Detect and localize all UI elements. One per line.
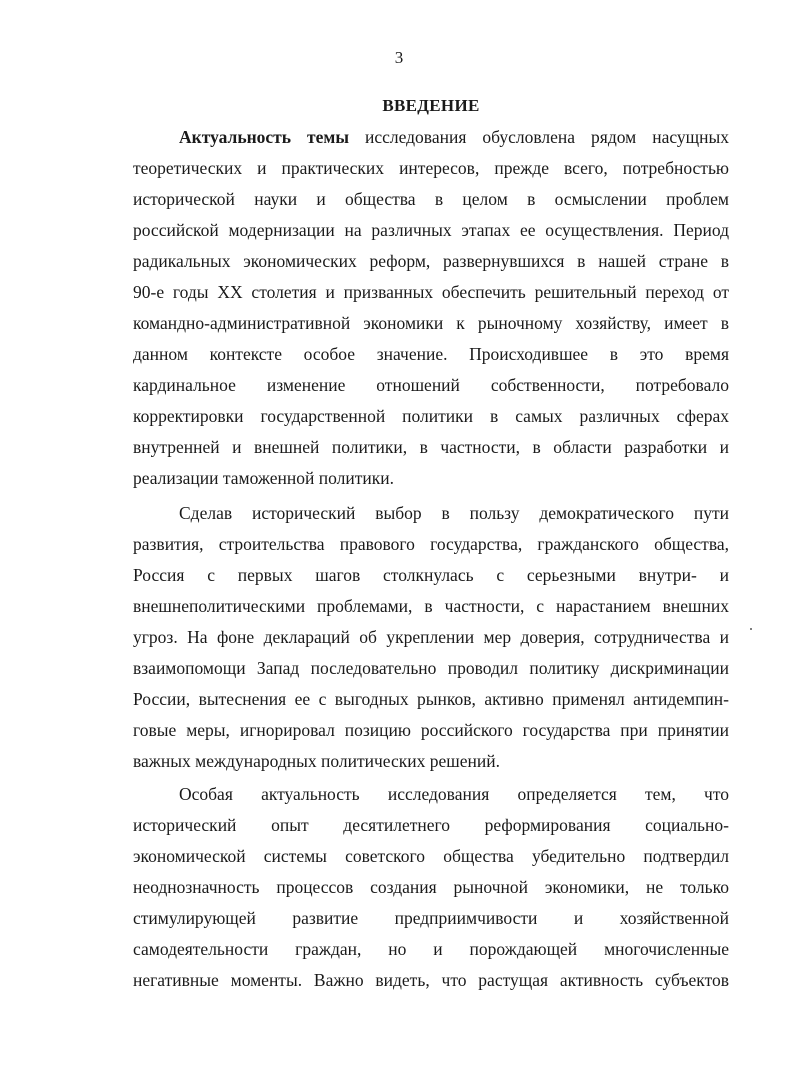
paragraph-special-relevance <box>133 779 729 996</box>
paragraph-line: корректировки государственной политики в самых различных сферах <box>133 406 729 426</box>
paragraph-line: данном контексте особое значение. Происходившее в это время <box>133 344 729 364</box>
paragraph-line: России, вытеснения ее с выгодных рынков, активно применял антидемпин- <box>133 689 729 709</box>
paragraph-democratic-path <box>133 498 729 777</box>
paragraph-line: негативные моменты. Важно видеть, что растущая активность субъектов <box>133 970 729 990</box>
paragraph-line: развития, строительства правового государства, гражданского общества, <box>133 534 729 554</box>
paragraph-line: Россия с первых шагов столкнулась с серьезными внутри- и <box>133 565 729 585</box>
paragraph-line: говые меры, игнорировал позицию российского государства при принятии <box>133 720 729 740</box>
paragraph-line: Сделав исторический выбор в пользу демократического пути <box>179 503 729 523</box>
paragraph-line: самодеятельности граждан, но и порождающей многочисленные <box>133 939 729 959</box>
paragraph-line: Особая актуальность исследования определяется тем, что <box>179 784 729 804</box>
paragraph-line: внешнеполитическими проблемами, в частности, с нарастанием внешних <box>133 596 729 616</box>
paragraph-line <box>133 122 729 153</box>
paragraph-line: исторический опыт десятилетнего реформирования социально- <box>133 815 729 835</box>
page-number: 3 <box>394 48 404 67</box>
paragraph-line: угроз. На фоне деклараций об укреплении мер доверия, сотрудничества и <box>133 627 729 647</box>
paragraph-line: неоднозначность процессов создания рыночной экономики, не только <box>133 877 729 897</box>
paragraph-line: исторической науки и общества в целом в осмыслении проблем <box>133 189 729 209</box>
paragraph-relevance <box>133 122 729 494</box>
paragraph-line: теоретических и практических интересов, прежде всего, потребностью <box>133 158 729 178</box>
section-heading: ВВЕДЕНИЕ <box>382 96 480 115</box>
paragraph-line: взаимопомощи Запад последовательно проводил политику дискриминации <box>133 658 729 678</box>
scan-speck <box>750 628 752 630</box>
paragraph-line: 90-е годы XX столетия и призванных обеспечить решительный переход от <box>133 282 729 302</box>
bold-lead: Актуальность темы <box>179 127 349 147</box>
paragraph-line: кардинальное изменение отношений собственности, потребовало <box>133 375 729 395</box>
paragraph-line: внутренней и внешней политики, в частности, в области разработки и <box>133 437 729 457</box>
paragraph-line: российской модернизации на различных этапах ее осуществления. Период <box>133 220 729 240</box>
line-text: исследования обусловлена рядом насущных <box>348 127 729 147</box>
paragraph-line: важных международных политических решений. <box>133 751 500 771</box>
paragraph-line: стимулирующей развитие предприимчивости и хозяйственной <box>133 908 729 928</box>
paragraph-line: экономической системы советского общества убедительно подтвердил <box>133 846 729 866</box>
paragraph-line: радикальных экономических реформ, развернувшихся в нашей стране в <box>133 251 729 271</box>
paragraph-line: реализации таможенной политики. <box>133 468 395 488</box>
paragraph-line: командно-административной экономики к рыночному хозяйству, имеет в <box>133 313 729 333</box>
